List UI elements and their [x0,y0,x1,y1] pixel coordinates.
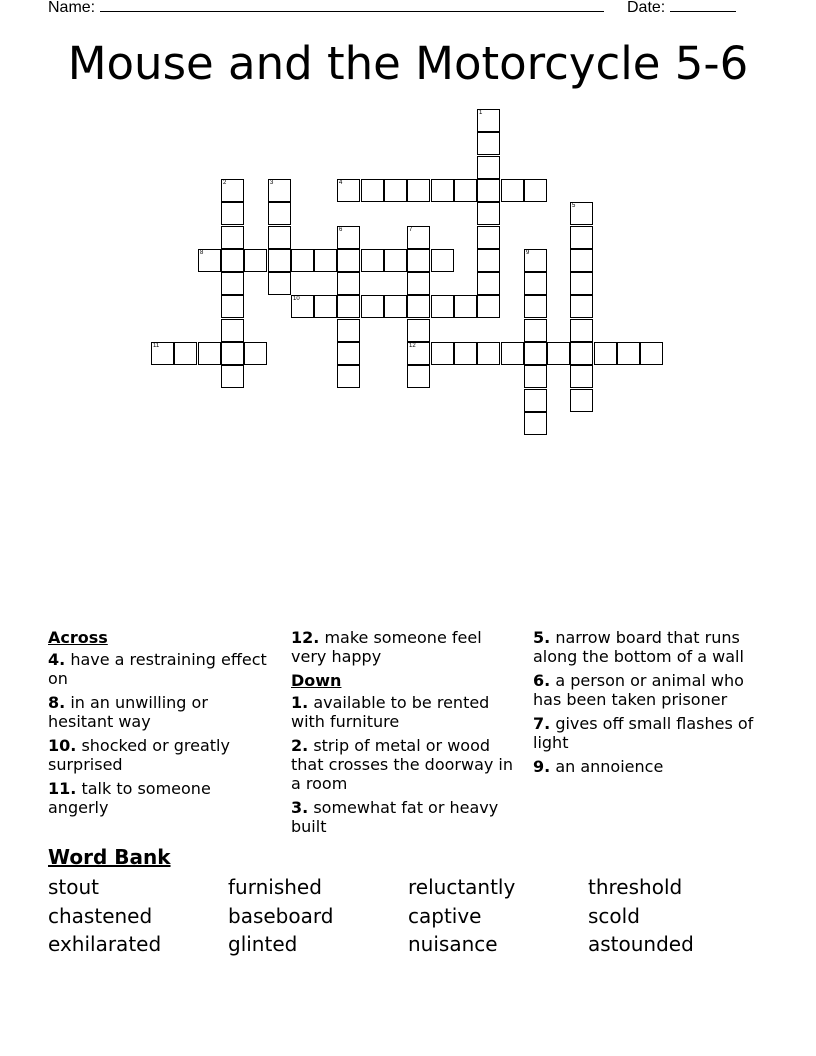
cell-number: 3 [270,180,274,186]
crossword-cell[interactable] [524,365,547,388]
word-bank-word: captive [408,904,482,928]
crossword-cell[interactable] [407,226,430,249]
clue-down-5: 5. narrow board that runs along the bottom of a wall [533,628,744,666]
cell-number: 7 [409,227,413,233]
crossword-cell[interactable] [524,389,547,412]
crossword-cell[interactable] [221,272,244,295]
cell-number: 9 [526,250,530,256]
clue-across-10: 10. shocked or greatly surprised [48,736,230,774]
name-label: Name: [48,0,96,16]
crossword-cell[interactable] [570,342,593,365]
crossword-cell[interactable] [407,319,430,342]
crossword-cell[interactable] [291,295,314,318]
crossword-cell[interactable] [640,342,663,365]
crossword-cell[interactable] [221,295,244,318]
crossword-cell[interactable] [291,249,314,272]
crossword-cell[interactable] [501,179,524,202]
crossword-cell[interactable] [221,179,244,202]
crossword-cell[interactable] [314,249,337,272]
crossword-cell[interactable] [221,342,244,365]
crossword-cell[interactable] [337,249,360,272]
crossword-cell[interactable] [337,179,360,202]
crossword-cell[interactable] [407,249,430,272]
crossword-cell[interactable] [594,342,617,365]
word-bank-word: chastened [48,904,153,928]
clue-across-8: 8. in an unwilling or hesitant way [48,693,208,731]
clue-across-11: 11. talk to someone angerly [48,779,211,817]
word-bank-word: exhilarated [48,932,162,956]
crossword-cell[interactable] [384,179,407,202]
crossword-cell[interactable] [221,226,244,249]
crossword-cell[interactable] [361,295,384,318]
crossword-cell[interactable] [384,249,407,272]
word-bank-word: astounded [588,932,694,956]
crossword-cell[interactable] [431,179,454,202]
cell-number: 5 [572,203,576,209]
word-bank-word: nuisance [408,932,498,956]
clue-down-7: 7. gives off small flashes of light [533,714,754,752]
crossword-cell[interactable] [198,342,221,365]
crossword-cell[interactable] [570,272,593,295]
crossword-cell[interactable] [570,389,593,412]
crossword-cell[interactable] [524,319,547,342]
crossword-cell[interactable] [454,295,477,318]
clue-down-1: 1. available to be rented with furniture [291,693,490,731]
word-bank-word: baseboard [228,904,334,928]
crossword-cell[interactable] [570,226,593,249]
crossword-cell[interactable] [524,249,547,272]
clue-across-12: 12. make someone feel very happy [291,628,482,666]
crossword-cell[interactable] [244,342,267,365]
crossword-cell[interactable] [407,365,430,388]
crossword-cell[interactable] [477,156,500,179]
crossword-cell[interactable] [221,365,244,388]
crossword-cell[interactable] [268,179,291,202]
crossword-cell[interactable] [268,249,291,272]
crossword-cell[interactable] [501,342,524,365]
cell-number: 1 [479,110,483,116]
clue-down-3: 3. somewhat fat or heavy built [291,798,499,836]
clue-down-2: 2. strip of metal or wood that crosses the doorway in a room [291,736,514,793]
crossword-grid [0,0,816,460]
cell-number: 2 [223,180,227,186]
crossword-cell[interactable] [570,365,593,388]
crossword-cell[interactable] [384,295,407,318]
cell-number: 6 [339,227,343,233]
crossword-cell[interactable] [524,179,547,202]
crossword-cell[interactable] [524,342,547,365]
cell-number: 4 [339,180,343,186]
crossword-cell[interactable] [477,202,500,225]
crossword-cell[interactable] [337,319,360,342]
crossword-cell[interactable] [431,249,454,272]
cell-number: 10 [293,296,300,302]
word-bank-word: threshold [588,875,683,899]
crossword-cell[interactable] [221,202,244,225]
clues-column-2 [291,628,516,841]
crossword-cell[interactable] [407,295,430,318]
crossword-cell[interactable] [431,295,454,318]
word-bank-word: reluctantly [408,875,516,899]
crossword-cell[interactable] [407,179,430,202]
crossword-cell[interactable] [198,249,221,272]
crossword-cell[interactable] [244,249,267,272]
crossword-cell[interactable] [361,179,384,202]
clue-down-6: 6. a person or animal who has been taken prisoner [533,671,744,709]
crossword-cell[interactable] [477,109,500,132]
cell-number: 11 [153,343,160,349]
crossword-cell[interactable] [524,295,547,318]
crossword-cell[interactable] [524,272,547,295]
crossword-cell[interactable] [570,319,593,342]
crossword-cell[interactable] [221,249,244,272]
clues-column-1 [48,628,268,822]
clue-across-4: 4. have a restraining effect on [48,650,267,688]
clues-column-3 [533,628,769,781]
crossword-cell[interactable] [337,295,360,318]
crossword-cell[interactable] [174,342,197,365]
crossword-cell[interactable] [454,342,477,365]
crossword-cell[interactable] [337,365,360,388]
clue-down-9: 9. an annoience [533,757,664,776]
crossword-cell[interactable] [268,226,291,249]
date-label: Date: [627,0,666,16]
page-title: Mouse and the Motorcycle 5-6 [67,37,749,90]
crossword-cell[interactable] [337,272,360,295]
crossword-cell[interactable] [477,249,500,272]
crossword-cell[interactable] [151,342,174,365]
across-heading: Across [48,628,108,647]
crossword-cell[interactable] [570,249,593,272]
crossword-cell[interactable] [570,295,593,318]
word-bank-word: scold [588,904,640,928]
crossword-cell[interactable] [454,179,477,202]
word-bank-word: stout [48,875,100,899]
crossword-cell[interactable] [570,202,593,225]
word-bank-word: furnished [228,875,322,899]
down-heading: Down [291,671,342,690]
crossword-cell[interactable] [524,412,547,435]
cell-number: 8 [200,250,204,256]
crossword-cell[interactable] [221,319,244,342]
crossword-cell[interactable] [617,342,640,365]
cell-number: 12 [409,343,416,349]
word-bank-word: glinted [228,932,298,956]
crossword-cell[interactable] [337,226,360,249]
crossword-cell[interactable] [477,179,500,202]
crossword-cell[interactable] [314,295,337,318]
crossword-cell[interactable] [337,342,360,365]
crossword-cell[interactable] [477,342,500,365]
crossword-cell[interactable] [477,272,500,295]
crossword-cell[interactable] [547,342,570,365]
word-bank-title: Word Bank [48,845,171,869]
crossword-cell[interactable] [268,202,291,225]
crossword-cell[interactable] [477,132,500,155]
crossword-cell[interactable] [361,249,384,272]
crossword-cell[interactable] [431,342,454,365]
crossword-cell[interactable] [407,272,430,295]
crossword-cell[interactable] [268,272,291,295]
crossword-cell[interactable] [477,226,500,249]
crossword-cell[interactable] [477,295,500,318]
crossword-cell[interactable] [407,342,430,365]
